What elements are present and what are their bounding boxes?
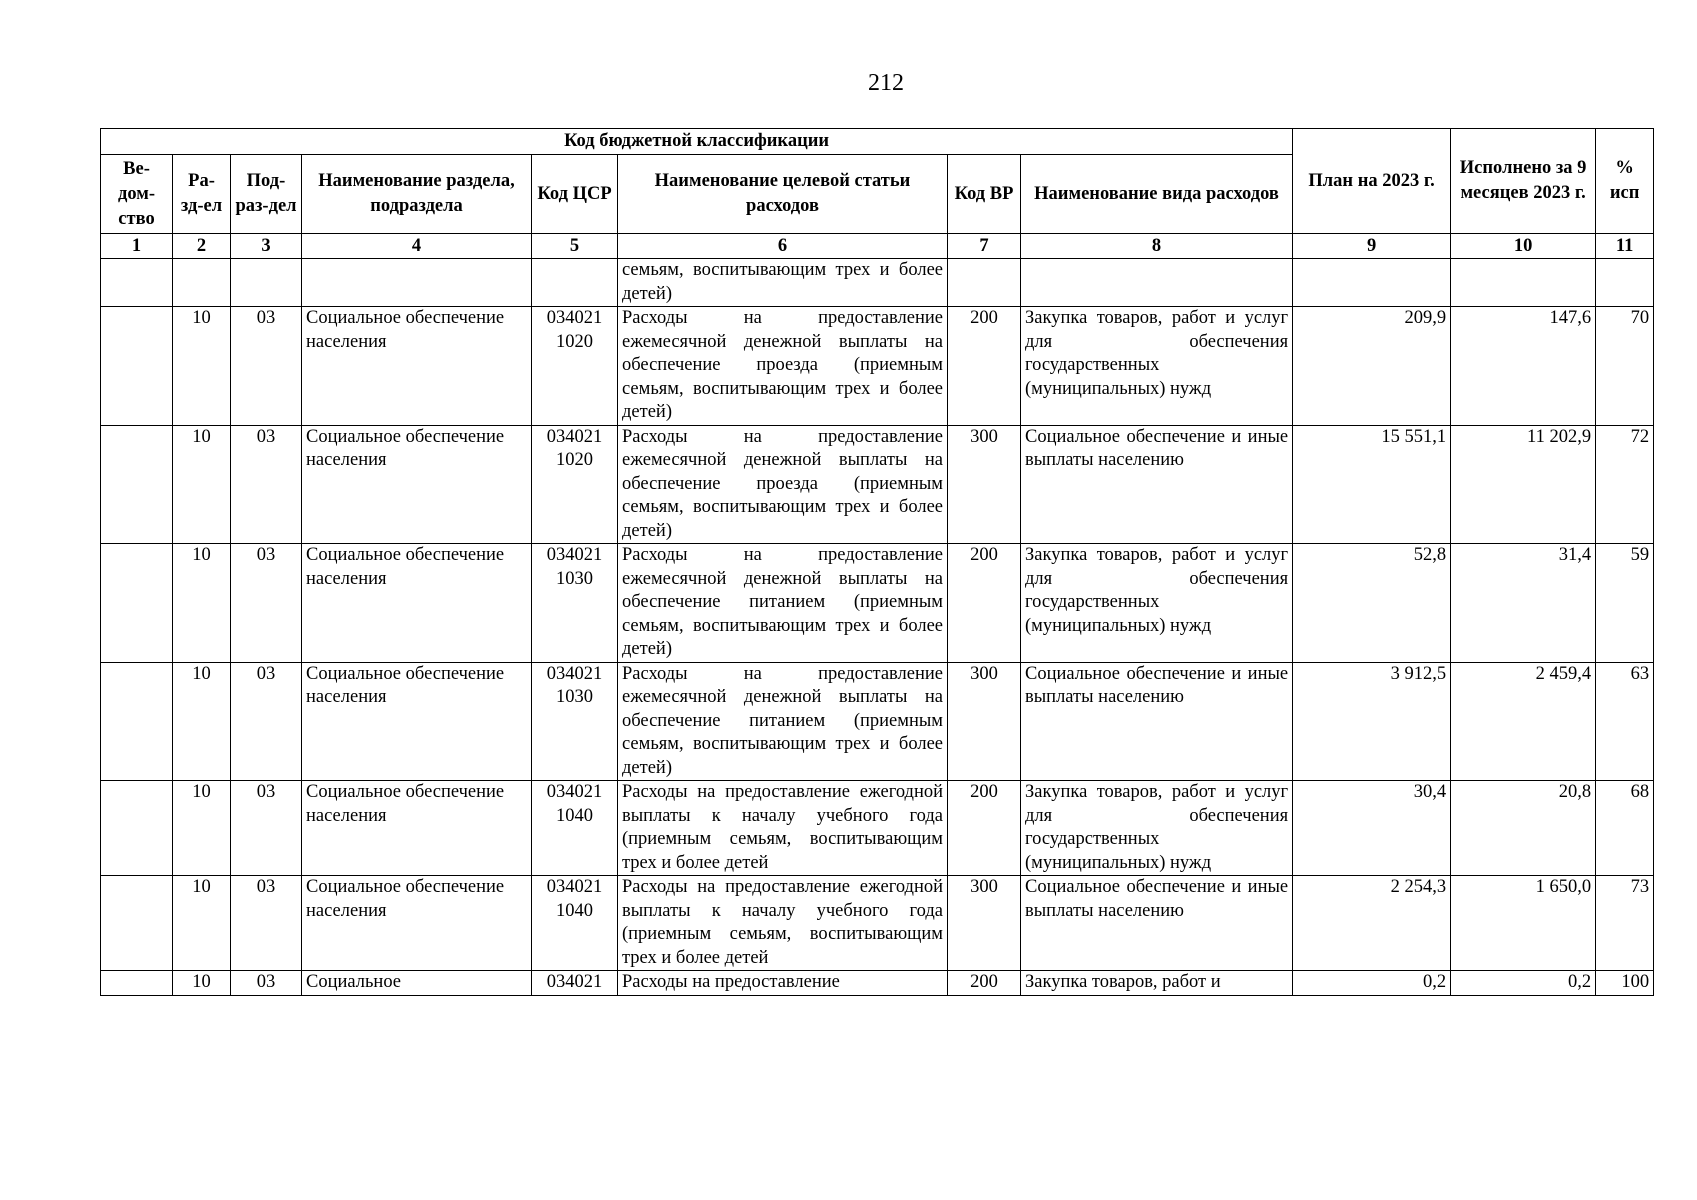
cell-razdel: 10 bbox=[173, 544, 231, 663]
cell-pct: 63 bbox=[1596, 662, 1654, 781]
cell-vedomstvo bbox=[101, 425, 173, 544]
cell-ispolneno: 31,4 bbox=[1451, 544, 1596, 663]
header-group-title: Код бюджетной классификации bbox=[101, 129, 1293, 155]
cell-kod-csr: 034021 1040 bbox=[532, 876, 618, 971]
cell-naim-razdela: Социальное обеспечение населения bbox=[302, 425, 532, 544]
cell-razdel: 10 bbox=[173, 307, 231, 426]
cell-naim-razdela: Социальное обеспечение населения bbox=[302, 662, 532, 781]
cell-naim-tselevoy: Расходы на предоставление ежемесячной денежной выплаты на обеспечение проезда (приемным семьям, воспитывающим трех и более детей) bbox=[618, 425, 948, 544]
cell-plan: 30,4 bbox=[1293, 781, 1451, 876]
cell-ispolneno: 0,2 bbox=[1451, 971, 1596, 996]
table-body bbox=[101, 259, 1654, 996]
cell-podrazdel: 03 bbox=[231, 544, 302, 663]
column-number: 2 bbox=[173, 234, 231, 259]
header-pct: % исп bbox=[1596, 129, 1654, 234]
table-header bbox=[101, 129, 1654, 259]
cell-naim-tselevoy: Расходы на предоставление ежемесячной денежной выплаты на обеспечение питанием (приемным семьям, воспитывающим трех и более детей) bbox=[618, 662, 948, 781]
cell-kod-vr: 300 bbox=[948, 425, 1021, 544]
cell-podrazdel bbox=[231, 259, 302, 307]
header-razdel: Ра-зд-ел bbox=[173, 155, 231, 234]
cell-kod-vr bbox=[948, 259, 1021, 307]
cell-naim-razdela: Социальное bbox=[302, 971, 532, 996]
column-number-row bbox=[101, 234, 1654, 259]
cell-razdel: 10 bbox=[173, 781, 231, 876]
cell-plan: 3 912,5 bbox=[1293, 662, 1451, 781]
cell-kod-vr: 200 bbox=[948, 307, 1021, 426]
column-number: 1 bbox=[101, 234, 173, 259]
cell-naim-razdela: Социальное обеспечение населения bbox=[302, 876, 532, 971]
column-number: 11 bbox=[1596, 234, 1654, 259]
cell-kod-vr: 300 bbox=[948, 876, 1021, 971]
cell-pct: 100 bbox=[1596, 971, 1654, 996]
cell-naim-vida: Закупка товаров, работ и услуг для обеспечения государственных (муниципальных) нужд bbox=[1021, 307, 1293, 426]
cell-vedomstvo bbox=[101, 662, 173, 781]
cell-kod-csr: 034021 1030 bbox=[532, 544, 618, 663]
column-number: 10 bbox=[1451, 234, 1596, 259]
cell-naim-razdela: Социальное обеспечение населения bbox=[302, 544, 532, 663]
cell-naim-vida: Закупка товаров, работ и услуг для обеспечения государственных (муниципальных) нужд bbox=[1021, 544, 1293, 663]
column-number: 9 bbox=[1293, 234, 1451, 259]
cell-kod-vr: 300 bbox=[948, 662, 1021, 781]
cell-kod-csr: 034021 1020 bbox=[532, 425, 618, 544]
column-number: 8 bbox=[1021, 234, 1293, 259]
header-kod-vr: Код ВР bbox=[948, 155, 1021, 234]
cell-pct: 73 bbox=[1596, 876, 1654, 971]
cell-podrazdel: 03 bbox=[231, 425, 302, 544]
cell-pct: 59 bbox=[1596, 544, 1654, 663]
cell-naim-vida: Закупка товаров, работ и bbox=[1021, 971, 1293, 996]
cell-pct: 70 bbox=[1596, 307, 1654, 426]
page-number: 212 bbox=[868, 70, 904, 96]
column-number: 5 bbox=[532, 234, 618, 259]
cell-podrazdel: 03 bbox=[231, 662, 302, 781]
cell-kod-csr: 034021 1030 bbox=[532, 662, 618, 781]
cell-kod-csr: 034021 1020 bbox=[532, 307, 618, 426]
cell-podrazdel: 03 bbox=[231, 971, 302, 996]
cell-plan: 15 551,1 bbox=[1293, 425, 1451, 544]
cell-naim-vida: Социальное обеспечение и иные выплаты населению bbox=[1021, 876, 1293, 971]
cell-naim-razdela: Социальное обеспечение населения bbox=[302, 781, 532, 876]
table-row bbox=[101, 544, 1654, 663]
cell-naim-vida: Закупка товаров, работ и услуг для обеспечения государственных (муниципальных) нужд bbox=[1021, 781, 1293, 876]
cell-kod-vr: 200 bbox=[948, 971, 1021, 996]
cell-razdel: 10 bbox=[173, 971, 231, 996]
cell-naim-tselevoy: Расходы на предоставление ежегодной выплаты к началу учебного года (приемным семьям, воспитывающим трех и более детей bbox=[618, 876, 948, 971]
cell-ispolneno: 1 650,0 bbox=[1451, 876, 1596, 971]
cell-kod-csr: 034021 1040 bbox=[532, 781, 618, 876]
cell-podrazdel: 03 bbox=[231, 876, 302, 971]
cell-podrazdel: 03 bbox=[231, 307, 302, 426]
cell-vedomstvo bbox=[101, 876, 173, 971]
cell-naim-tselevoy: Расходы на предоставление bbox=[618, 971, 948, 996]
cell-ispolneno: 11 202,9 bbox=[1451, 425, 1596, 544]
cell-kod-vr: 200 bbox=[948, 781, 1021, 876]
column-number: 6 bbox=[618, 234, 948, 259]
table-row bbox=[101, 876, 1654, 971]
column-number: 3 bbox=[231, 234, 302, 259]
cell-ispolneno: 147,6 bbox=[1451, 307, 1596, 426]
column-number: 7 bbox=[948, 234, 1021, 259]
header-naim-tselevoy: Наименование целевой статьи расходов bbox=[618, 155, 948, 234]
cell-kod-csr bbox=[532, 259, 618, 307]
cell-podrazdel: 03 bbox=[231, 781, 302, 876]
cell-naim-vida bbox=[1021, 259, 1293, 307]
cell-naim-vida: Социальное обеспечение и иные выплаты населению bbox=[1021, 425, 1293, 544]
cell-naim-tselevoy: Расходы на предоставление ежемесячной денежной выплаты на обеспечение проезда (приемным семьям, воспитывающим трех и более детей) bbox=[618, 307, 948, 426]
cell-pct: 68 bbox=[1596, 781, 1654, 876]
cell-vedomstvo bbox=[101, 307, 173, 426]
cell-naim-vida: Социальное обеспечение и иные выплаты населению bbox=[1021, 662, 1293, 781]
table-row bbox=[101, 259, 1654, 307]
header-podrazdel: Под-раз-дел bbox=[231, 155, 302, 234]
cell-plan bbox=[1293, 259, 1451, 307]
cell-naim-razdela: Социальное обеспечение населения bbox=[302, 307, 532, 426]
budget-table bbox=[100, 128, 1654, 996]
cell-razdel: 10 bbox=[173, 662, 231, 781]
cell-pct: 72 bbox=[1596, 425, 1654, 544]
cell-naim-razdela bbox=[302, 259, 532, 307]
table-row bbox=[101, 971, 1654, 996]
header-ispolneno: Исполнено за 9 месяцев 2023 г. bbox=[1451, 129, 1596, 234]
cell-vedomstvo bbox=[101, 544, 173, 663]
header-kod-csr: Код ЦСР bbox=[532, 155, 618, 234]
cell-naim-tselevoy: Расходы на предоставление ежегодной выплаты к началу учебного года (приемным семьям, воспитывающим трех и более детей bbox=[618, 781, 948, 876]
cell-razdel: 10 bbox=[173, 876, 231, 971]
cell-razdel bbox=[173, 259, 231, 307]
table-row bbox=[101, 425, 1654, 544]
cell-ispolneno: 2 459,4 bbox=[1451, 662, 1596, 781]
cell-naim-tselevoy: семьям, воспитывающим трех и более детей) bbox=[618, 259, 948, 307]
cell-pct bbox=[1596, 259, 1654, 307]
cell-razdel: 10 bbox=[173, 425, 231, 544]
table-row bbox=[101, 662, 1654, 781]
header-plan: План на 2023 г. bbox=[1293, 129, 1451, 234]
column-number: 4 bbox=[302, 234, 532, 259]
cell-vedomstvo bbox=[101, 259, 173, 307]
cell-vedomstvo bbox=[101, 781, 173, 876]
cell-plan: 2 254,3 bbox=[1293, 876, 1451, 971]
cell-kod-csr: 034021 bbox=[532, 971, 618, 996]
header-naim-vida: Наименование вида расходов bbox=[1021, 155, 1293, 234]
cell-plan: 0,2 bbox=[1293, 971, 1451, 996]
cell-plan: 209,9 bbox=[1293, 307, 1451, 426]
cell-vedomstvo bbox=[101, 971, 173, 996]
cell-ispolneno: 20,8 bbox=[1451, 781, 1596, 876]
cell-kod-vr: 200 bbox=[948, 544, 1021, 663]
table-row bbox=[101, 781, 1654, 876]
cell-ispolneno bbox=[1451, 259, 1596, 307]
cell-plan: 52,8 bbox=[1293, 544, 1451, 663]
header-naim-razdela: Наименование раздела, подраздела bbox=[302, 155, 532, 234]
header-vedomstvo: Ве-дом-ство bbox=[101, 155, 173, 234]
cell-naim-tselevoy: Расходы на предоставление ежемесячной денежной выплаты на обеспечение питанием (приемным семьям, воспитывающим трех и более детей) bbox=[618, 544, 948, 663]
table-row bbox=[101, 307, 1654, 426]
